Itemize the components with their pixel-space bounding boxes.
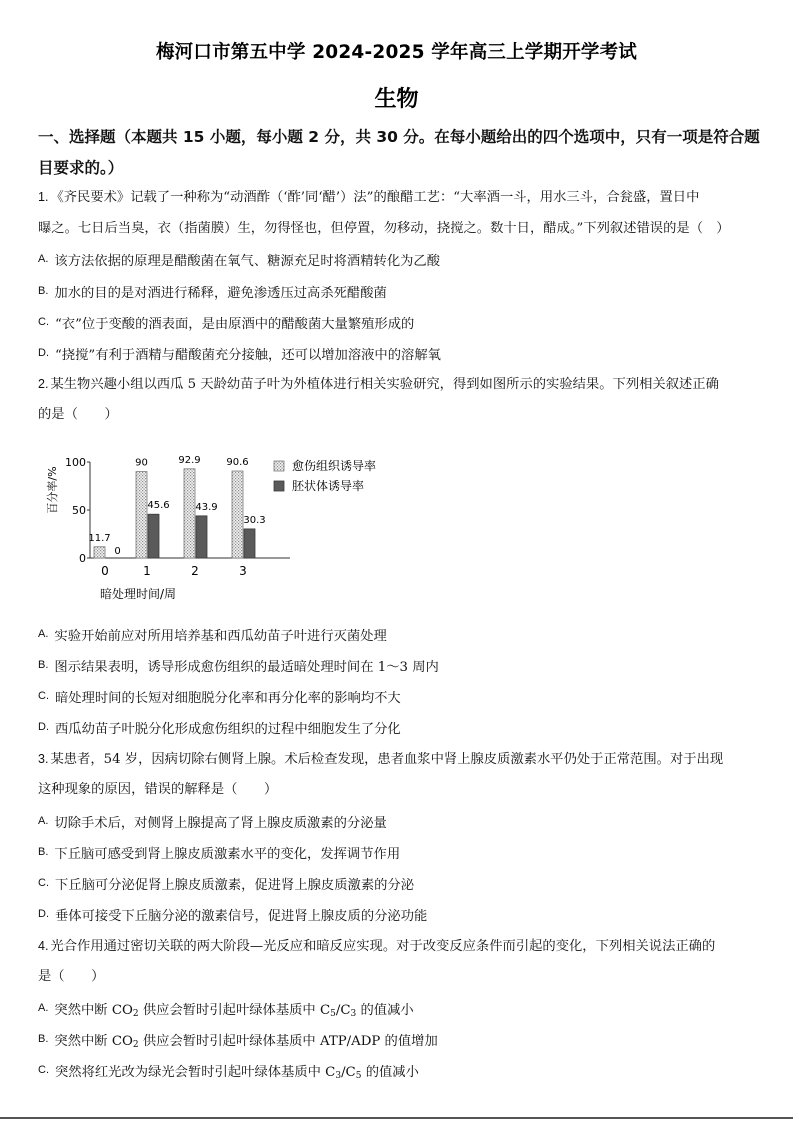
data-label: 30.3 <box>243 514 266 526</box>
q3-option-c[interactable] <box>38 873 760 896</box>
subscript: 5 <box>355 1071 362 1081</box>
bar-callus-induction <box>184 469 195 558</box>
q4-option-c[interactable] <box>38 1060 760 1086</box>
option-label: C. <box>38 877 49 889</box>
option-text: 突然中断 CO <box>54 1003 133 1018</box>
q1-stem-text1: 《齐民要术》记载了一种称为“动酒酢（‘酢’同‘醋’）法”的酿醋工艺：“大率酒一斗，用水三斗，合瓮盛，置日中 <box>50 190 700 205</box>
q4-stem-line2: 是（ ） <box>38 969 105 984</box>
bar-embryoid-induction <box>148 514 159 558</box>
q3-number: 3. <box>38 752 49 766</box>
option-label: A. <box>38 815 49 827</box>
q2-option-b[interactable] <box>38 655 760 678</box>
option-text: 暗处理时间的长短对细胞脱分化率和再分化率的影响均不大 <box>55 691 401 706</box>
q3-option-d[interactable] <box>38 904 760 927</box>
bar-callus-induction <box>94 547 105 558</box>
q1-number: 1. <box>38 190 49 204</box>
q1-option-b[interactable] <box>38 281 760 304</box>
option-label: B. <box>38 1033 49 1045</box>
legend-label: 愈伤组织诱导率 <box>292 459 377 473</box>
option-text: 供应会暂时引起叶绿体基质中 C <box>138 1003 331 1018</box>
q1-option-a[interactable] <box>38 249 760 272</box>
subscript: 2 <box>132 1040 139 1050</box>
q3-option-a[interactable] <box>38 811 760 834</box>
option-label: A. <box>38 628 49 640</box>
q2-stem-line2: 的是（ ） <box>38 407 118 422</box>
option-label: C. <box>38 690 49 702</box>
y-tick-label: 0 <box>79 552 86 565</box>
section-heading-line1: 一、选择题（本题共 15 小题，每小题 2 分，共 30 分。在每小题给出的四个选项中，只有一项是符合题 <box>38 128 760 146</box>
subscript: 2 <box>132 1009 139 1019</box>
q1-option-c[interactable] <box>38 312 760 335</box>
subscript: 3 <box>350 1009 357 1019</box>
q4-stem-text1: 光合作用通过密切关联的两大阶段—光反应和暗反应实现。对于改变反应条件而引起的变化，下列相关说法正确的 <box>50 939 716 954</box>
option-label: D. <box>38 908 49 920</box>
bar-chart <box>40 448 400 608</box>
option-text: 下丘脑可感受到肾上腺皮质激素水平的变化，发挥调节作用 <box>54 847 401 862</box>
subscript: 5 <box>330 1009 336 1019</box>
q2-stem-text1: 某生物兴趣小组以西瓜 5 天龄幼苗子叶为外植体进行相关实验研究，得到如图所示的实验结果。下列相关叙述正确 <box>50 377 719 392</box>
section-heading-line2: 目要求的。） <box>38 159 124 177</box>
option-text: “挠搅”有利于酒精与醋酸菌充分接触，还可以增加溶液中的溶解氧 <box>55 348 441 363</box>
legend-swatch <box>274 461 284 471</box>
data-label: 11.7 <box>88 532 111 544</box>
q3-stem-line1 <box>38 749 760 770</box>
data-label: 90 <box>135 457 148 469</box>
option-label: D. <box>38 347 49 359</box>
x-axis-label: 暗处理时间/周 <box>99 587 177 601</box>
q1-option-d[interactable] <box>38 343 760 366</box>
bar-callus-induction <box>136 472 147 558</box>
data-label: 0 <box>114 546 121 557</box>
subscript: 3 <box>335 1071 342 1081</box>
option-text: 加水的目的是对酒进行稀释，避免渗透压过高杀死醋酸菌 <box>54 286 387 301</box>
option-text: 下丘脑可分泌促肾上腺皮质激素，促进肾上腺皮质激素的分泌 <box>55 878 415 893</box>
page-bottom-rule <box>0 1117 793 1119</box>
q4-option-b[interactable] <box>38 1029 760 1055</box>
subject-title: 生物 <box>374 87 419 112</box>
option-text: “衣”位于变酸的酒表面，是由原酒中的醋酸菌大量繁殖形成的 <box>55 317 415 332</box>
option-label: D. <box>38 721 49 733</box>
option-text: 的值减小 <box>361 1065 419 1080</box>
option-label: C. <box>38 316 49 328</box>
q3-stem-text1: 某患者，54 岁，因病切除右侧肾上腺。术后检查发现，患者血浆中肾上腺皮质激素水平仍处于正常范围。对于出现 <box>50 752 724 767</box>
legend-label: 胚状体诱导率 <box>292 479 365 493</box>
q1-stem-line1 <box>38 187 760 208</box>
option-label: A. <box>38 253 49 265</box>
q1-stem-line2: 曝之。七日后当臭，衣（指菌膜）生，勿得怪也，但停置，勿移动，挠搅之。数十日，醋成。”下列叙述错误的是（ ） <box>38 221 730 236</box>
option-text: 的值减小 <box>356 1003 414 1018</box>
x-tick-label: 2 <box>191 564 199 578</box>
data-label: 90.6 <box>226 457 249 469</box>
option-text: 西瓜幼苗子叶脱分化形成愈伤组织的过程中细胞发生了分化 <box>55 722 401 737</box>
option-label: B. <box>38 846 49 858</box>
q4-stem-line1 <box>38 936 760 957</box>
q2-option-a[interactable] <box>38 624 760 647</box>
option-text: 突然将红光改为绿光会暂时引起叶绿体基质中 C <box>55 1065 336 1080</box>
bar-embryoid-induction <box>244 529 255 558</box>
x-tick-label: 3 <box>239 564 247 578</box>
option-text: 供应会暂时引起叶绿体基质中 ATP/ADP 的值增加 <box>138 1034 438 1049</box>
option-text: /C <box>341 1065 356 1080</box>
data-label: 43.9 <box>195 501 218 513</box>
option-label: B. <box>38 659 49 671</box>
option-label: A. <box>38 1002 49 1014</box>
option-text: 垂体可接受下丘脑分泌的激素信号，促进肾上腺皮质的分泌功能 <box>55 909 428 924</box>
option-label: B. <box>38 285 49 297</box>
q4-number: 4. <box>38 939 49 953</box>
y-tick-label: 50 <box>72 504 86 517</box>
x-tick-label: 1 <box>143 564 151 578</box>
bar-embryoid-induction <box>196 516 207 558</box>
section-heading <box>38 122 760 184</box>
legend-swatch <box>274 481 284 491</box>
q2-option-d[interactable] <box>38 717 760 740</box>
q4-option-a[interactable] <box>38 998 760 1024</box>
data-label: 92.9 <box>178 454 201 466</box>
exam-title: 梅河口市第五中学 2024-2025 学年高三上学期开学考试 <box>155 42 638 63</box>
data-label: 45.6 <box>147 500 170 512</box>
option-text: /C <box>335 1003 351 1018</box>
option-text: 切除手术后，对侧肾上腺提高了肾上腺皮质激素的分泌量 <box>54 816 387 831</box>
q2-option-c[interactable] <box>38 686 760 709</box>
option-text: 实验开始前应对所用培养基和西瓜幼苗子叶进行灭菌处理 <box>54 629 387 644</box>
q3-option-b[interactable] <box>38 842 760 865</box>
option-label: C. <box>38 1064 49 1076</box>
bar-callus-induction <box>232 471 243 558</box>
option-text: 该方法依据的原理是醋酸菌在氧气、糖源充足时将酒精转化为乙酸 <box>54 254 441 269</box>
option-text: 突然中断 CO <box>54 1034 133 1049</box>
option-text: 图示结果表明，诱导形成愈伤组织的最适暗处理时间在 1～3 周内 <box>54 660 439 675</box>
y-tick-label: 100 <box>65 456 86 469</box>
y-axis-label: 百分率/% <box>46 466 59 514</box>
q2-number: 2. <box>38 377 49 391</box>
x-tick-label: 0 <box>101 564 109 578</box>
q2-stem-line1 <box>38 374 760 395</box>
q3-stem-line2: 这种现象的原因，错误的解释是（ ） <box>38 782 278 797</box>
